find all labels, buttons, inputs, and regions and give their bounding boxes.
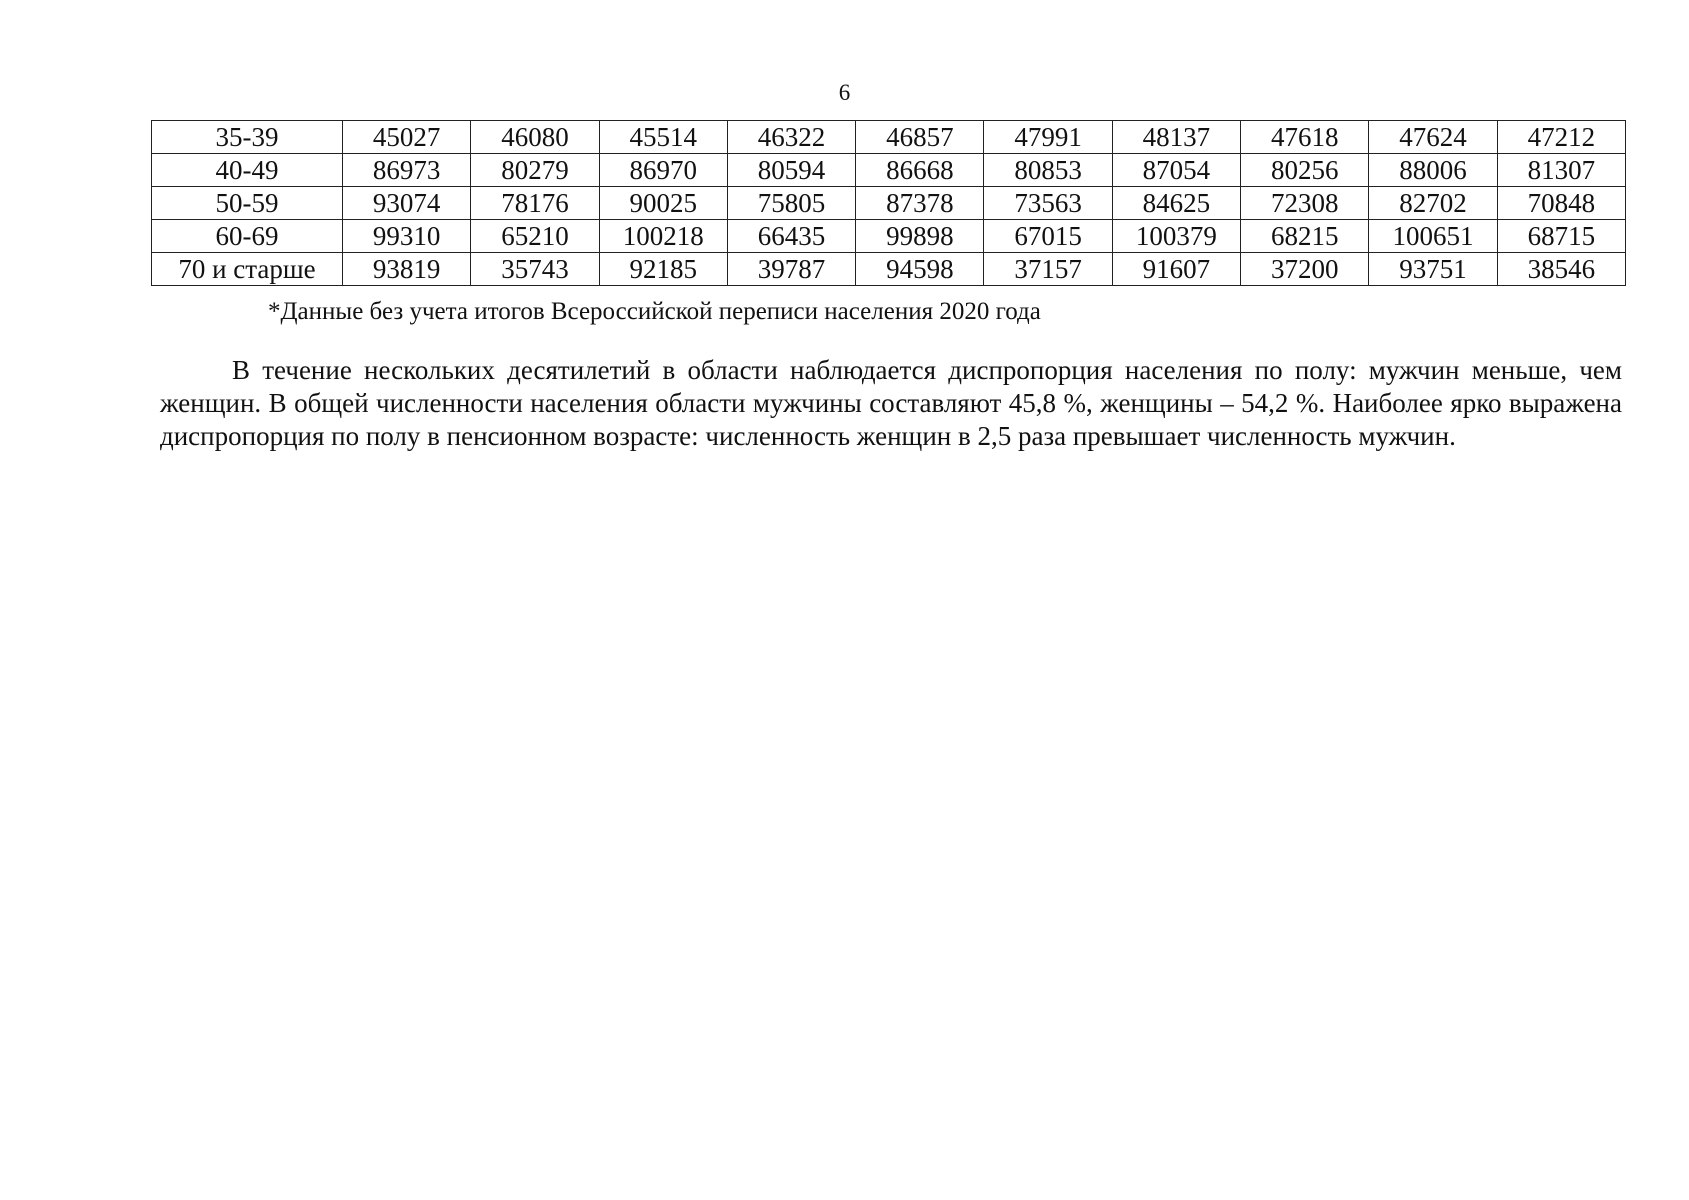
table-cell: 66435 [727, 220, 855, 253]
table-cell: 46080 [471, 121, 599, 154]
population-table [151, 120, 1626, 286]
table-cell: 87378 [856, 187, 984, 220]
table-cell: 90025 [599, 187, 727, 220]
table-cell: 72308 [1241, 187, 1369, 220]
table-cell: 35743 [471, 253, 599, 286]
table-cell: 47991 [984, 121, 1112, 154]
table-cell: 91607 [1112, 253, 1240, 286]
table-cell: 80853 [984, 154, 1112, 187]
table-cell: 99898 [856, 220, 984, 253]
table-cell: 47618 [1241, 121, 1369, 154]
table-cell: 78176 [471, 187, 599, 220]
footnote: *Данные без учета итогов Всероссийской переписи населения 2020 года [268, 298, 1041, 325]
table-cell: 93074 [343, 187, 471, 220]
table-cell: 80256 [1241, 154, 1369, 187]
table-cell: 86973 [343, 154, 471, 187]
table-cell: 93751 [1369, 253, 1497, 286]
table-cell: 80279 [471, 154, 599, 187]
table-cell: 75805 [727, 187, 855, 220]
table-cell: 68215 [1241, 220, 1369, 253]
table-cell: 48137 [1112, 121, 1240, 154]
table-cell: 80594 [727, 154, 855, 187]
table-cell: 45027 [343, 121, 471, 154]
table-cell: 65210 [471, 220, 599, 253]
table-cell: 38546 [1497, 253, 1625, 286]
table-cell: 94598 [856, 253, 984, 286]
table-cell: 100218 [599, 220, 727, 253]
table-body [152, 121, 1626, 286]
table-cell: 46322 [727, 121, 855, 154]
table-cell: 39787 [727, 253, 855, 286]
table-cell: 92185 [599, 253, 727, 286]
table-cell: 81307 [1497, 154, 1625, 187]
age-group-cell: 50-59 [152, 187, 343, 220]
table-cell: 99310 [343, 220, 471, 253]
table-cell: 87054 [1112, 154, 1240, 187]
table-cell: 47212 [1497, 121, 1625, 154]
table-cell: 47624 [1369, 121, 1497, 154]
age-group-cell: 70 и старше [152, 253, 343, 286]
table-row [152, 253, 1626, 286]
table-cell: 86668 [856, 154, 984, 187]
body-paragraph: В течение нескольких десятилетий в области наблюдается диспропорция населения по полу: мужчин меньше, чем женщин. В общей численности населения области мужчины составляют 45,8 %, женщины – 54,2 %. Наиболее ярко выражена диспропорция по полу в пенсионном возрасте: численность женщин в 2,5 раза превышает численность мужчин. [160, 355, 1622, 451]
table-row [152, 154, 1626, 187]
table-cell: 46857 [856, 121, 984, 154]
table-row [152, 220, 1626, 253]
table-cell: 70848 [1497, 187, 1625, 220]
table-cell: 37157 [984, 253, 1112, 286]
page-number: 6 [838, 80, 851, 105]
age-group-cell: 40-49 [152, 154, 343, 187]
table-row [152, 121, 1626, 154]
table-cell: 68715 [1497, 220, 1625, 253]
table-cell: 93819 [343, 253, 471, 286]
table-cell: 84625 [1112, 187, 1240, 220]
table-cell: 82702 [1369, 187, 1497, 220]
table-cell: 37200 [1241, 253, 1369, 286]
table-row [152, 187, 1626, 220]
table-cell: 67015 [984, 220, 1112, 253]
table-cell: 73563 [984, 187, 1112, 220]
age-group-cell: 35-39 [152, 121, 343, 154]
table-cell: 88006 [1369, 154, 1497, 187]
table-cell: 86970 [599, 154, 727, 187]
table-cell: 100379 [1112, 220, 1240, 253]
age-group-cell: 60-69 [152, 220, 343, 253]
table-cell: 100651 [1369, 220, 1497, 253]
table-cell: 45514 [599, 121, 727, 154]
